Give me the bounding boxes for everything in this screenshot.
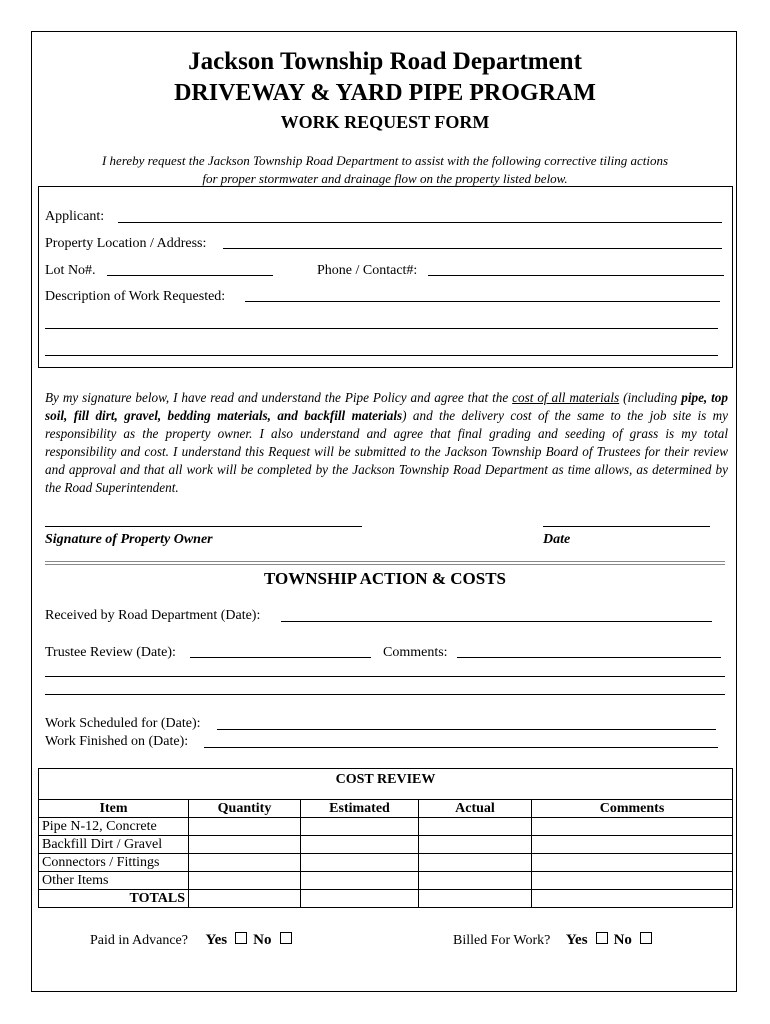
agreement-underlined: cost of all materials bbox=[512, 390, 620, 405]
comments-line-2[interactable] bbox=[45, 676, 725, 677]
billed-for-work-label: Billed For Work? bbox=[453, 933, 551, 948]
finished-label: Work Finished on (Date): bbox=[45, 734, 189, 749]
col-item: Item bbox=[39, 800, 189, 818]
cost-header-row bbox=[39, 800, 733, 818]
row-item-connectors: Connectors / Fittings bbox=[39, 854, 189, 872]
table-row bbox=[39, 854, 733, 872]
cell-input[interactable] bbox=[301, 854, 419, 872]
cell-input[interactable] bbox=[419, 890, 532, 908]
agreement-bold: pipe, top soil, fill dirt, gravel, bedding materials, and backfill materials bbox=[45, 390, 728, 423]
billed-yes-label: Yes bbox=[565, 932, 588, 948]
comments-line-3[interactable] bbox=[45, 694, 725, 695]
row-item-pipe: Pipe N-12, Concrete bbox=[39, 818, 189, 836]
cost-review-table bbox=[38, 768, 733, 908]
cell-input[interactable] bbox=[189, 836, 301, 854]
cell-input[interactable] bbox=[189, 872, 301, 890]
cell-input[interactable] bbox=[301, 890, 419, 908]
title-department: Jackson Township Road Department bbox=[188, 48, 582, 75]
finished-field[interactable] bbox=[204, 747, 718, 748]
cell-input[interactable] bbox=[532, 836, 733, 854]
received-field[interactable] bbox=[281, 621, 712, 622]
cell-input[interactable] bbox=[532, 890, 733, 908]
scheduled-field[interactable] bbox=[217, 729, 716, 730]
cost-title-row bbox=[39, 769, 733, 800]
agreement-text-2: (including bbox=[619, 390, 682, 405]
received-label: Received by Road Department (Date): bbox=[45, 608, 261, 623]
cell-input[interactable] bbox=[189, 890, 301, 908]
cell-input[interactable] bbox=[532, 818, 733, 836]
lot-no-label: Lot No#. bbox=[45, 263, 96, 278]
cell-input[interactable] bbox=[419, 872, 532, 890]
col-quantity: Quantity bbox=[189, 800, 301, 818]
description-field[interactable] bbox=[245, 301, 720, 302]
agreement-text-3: ) and the delivery cost of the same to the job site is my responsibility as the property owner. I also understand and agree that final grading and seeding of grass is my total responsibility and cost. I understand this Request will be submitted to the Jackson Township Board of Trustees for their review and approval and that all work will be completed by the Jackson Township Road Department as time allows, as determined by the Road Superintendent. bbox=[45, 408, 729, 495]
cell-input[interactable] bbox=[419, 836, 532, 854]
intro-text bbox=[0, 152, 770, 188]
section-divider bbox=[45, 561, 725, 565]
cell-input[interactable] bbox=[419, 818, 532, 836]
cell-input[interactable] bbox=[419, 854, 532, 872]
comments-field[interactable] bbox=[457, 657, 721, 658]
trustee-label: Trustee Review (Date): bbox=[45, 645, 176, 660]
paid-no-checkbox[interactable] bbox=[280, 932, 292, 944]
applicant-field[interactable] bbox=[118, 222, 722, 223]
trustee-field[interactable] bbox=[190, 657, 371, 658]
agreement-paragraph bbox=[45, 389, 728, 497]
property-location-field[interactable] bbox=[223, 248, 722, 249]
cell-input[interactable] bbox=[532, 854, 733, 872]
intro-line-1: I hereby request the Jackson Township Road Department to assist with the following corrective tiling actions bbox=[101, 153, 669, 168]
billed-yes-checkbox[interactable] bbox=[596, 932, 608, 944]
agreement-text-1: By my signature below, I have read and understand the Pipe Policy and agree that the bbox=[45, 390, 513, 405]
cost-review-title: COST REVIEW bbox=[39, 769, 733, 800]
title-form: WORK REQUEST FORM bbox=[280, 112, 490, 132]
billed-for-work-group bbox=[453, 932, 658, 949]
signature-date-field[interactable] bbox=[543, 526, 710, 527]
paid-yes-checkbox[interactable] bbox=[235, 932, 247, 944]
billed-no-label: No bbox=[613, 932, 632, 948]
scheduled-label: Work Scheduled for (Date): bbox=[45, 716, 201, 731]
applicant-label: Applicant: bbox=[45, 209, 105, 224]
description-line-2[interactable] bbox=[45, 328, 718, 329]
intro-line-2: for proper stormwater and drainage flow on the property listed below. bbox=[202, 171, 568, 186]
cell-input[interactable] bbox=[301, 836, 419, 854]
col-actual: Actual bbox=[419, 800, 532, 818]
lot-no-field[interactable] bbox=[107, 275, 273, 276]
phone-field[interactable] bbox=[428, 275, 724, 276]
paid-no-label: No bbox=[253, 932, 272, 948]
row-item-other: Other Items bbox=[39, 872, 189, 890]
cell-input[interactable] bbox=[301, 872, 419, 890]
billed-no-checkbox[interactable] bbox=[640, 932, 652, 944]
paid-in-advance-group bbox=[90, 932, 298, 949]
owner-signature-label: Signature of Property Owner bbox=[45, 532, 213, 547]
township-heading: TOWNSHIP ACTION & COSTS bbox=[263, 569, 506, 588]
description-line-3[interactable] bbox=[45, 355, 718, 356]
property-location-label: Property Location / Address: bbox=[45, 236, 207, 251]
table-row bbox=[39, 836, 733, 854]
col-estimated: Estimated bbox=[301, 800, 419, 818]
phone-label: Phone / Contact#: bbox=[317, 263, 418, 278]
table-row bbox=[39, 872, 733, 890]
paid-yes-label: Yes bbox=[205, 932, 228, 948]
totals-label: TOTALS bbox=[39, 890, 189, 908]
table-row bbox=[39, 818, 733, 836]
description-label: Description of Work Requested: bbox=[45, 289, 226, 304]
cell-input[interactable] bbox=[189, 818, 301, 836]
col-comments: Comments bbox=[532, 800, 733, 818]
cell-input[interactable] bbox=[301, 818, 419, 836]
signature-date-label: Date bbox=[543, 532, 571, 547]
totals-row bbox=[39, 890, 733, 908]
row-item-backfill: Backfill Dirt / Gravel bbox=[39, 836, 189, 854]
cell-input[interactable] bbox=[532, 872, 733, 890]
cell-input[interactable] bbox=[189, 854, 301, 872]
paid-in-advance-label: Paid in Advance? bbox=[90, 933, 188, 948]
comments-label: Comments: bbox=[383, 645, 448, 660]
owner-signature-field[interactable] bbox=[45, 526, 362, 527]
title-program: DRIVEWAY & YARD PIPE PROGRAM bbox=[174, 80, 596, 106]
